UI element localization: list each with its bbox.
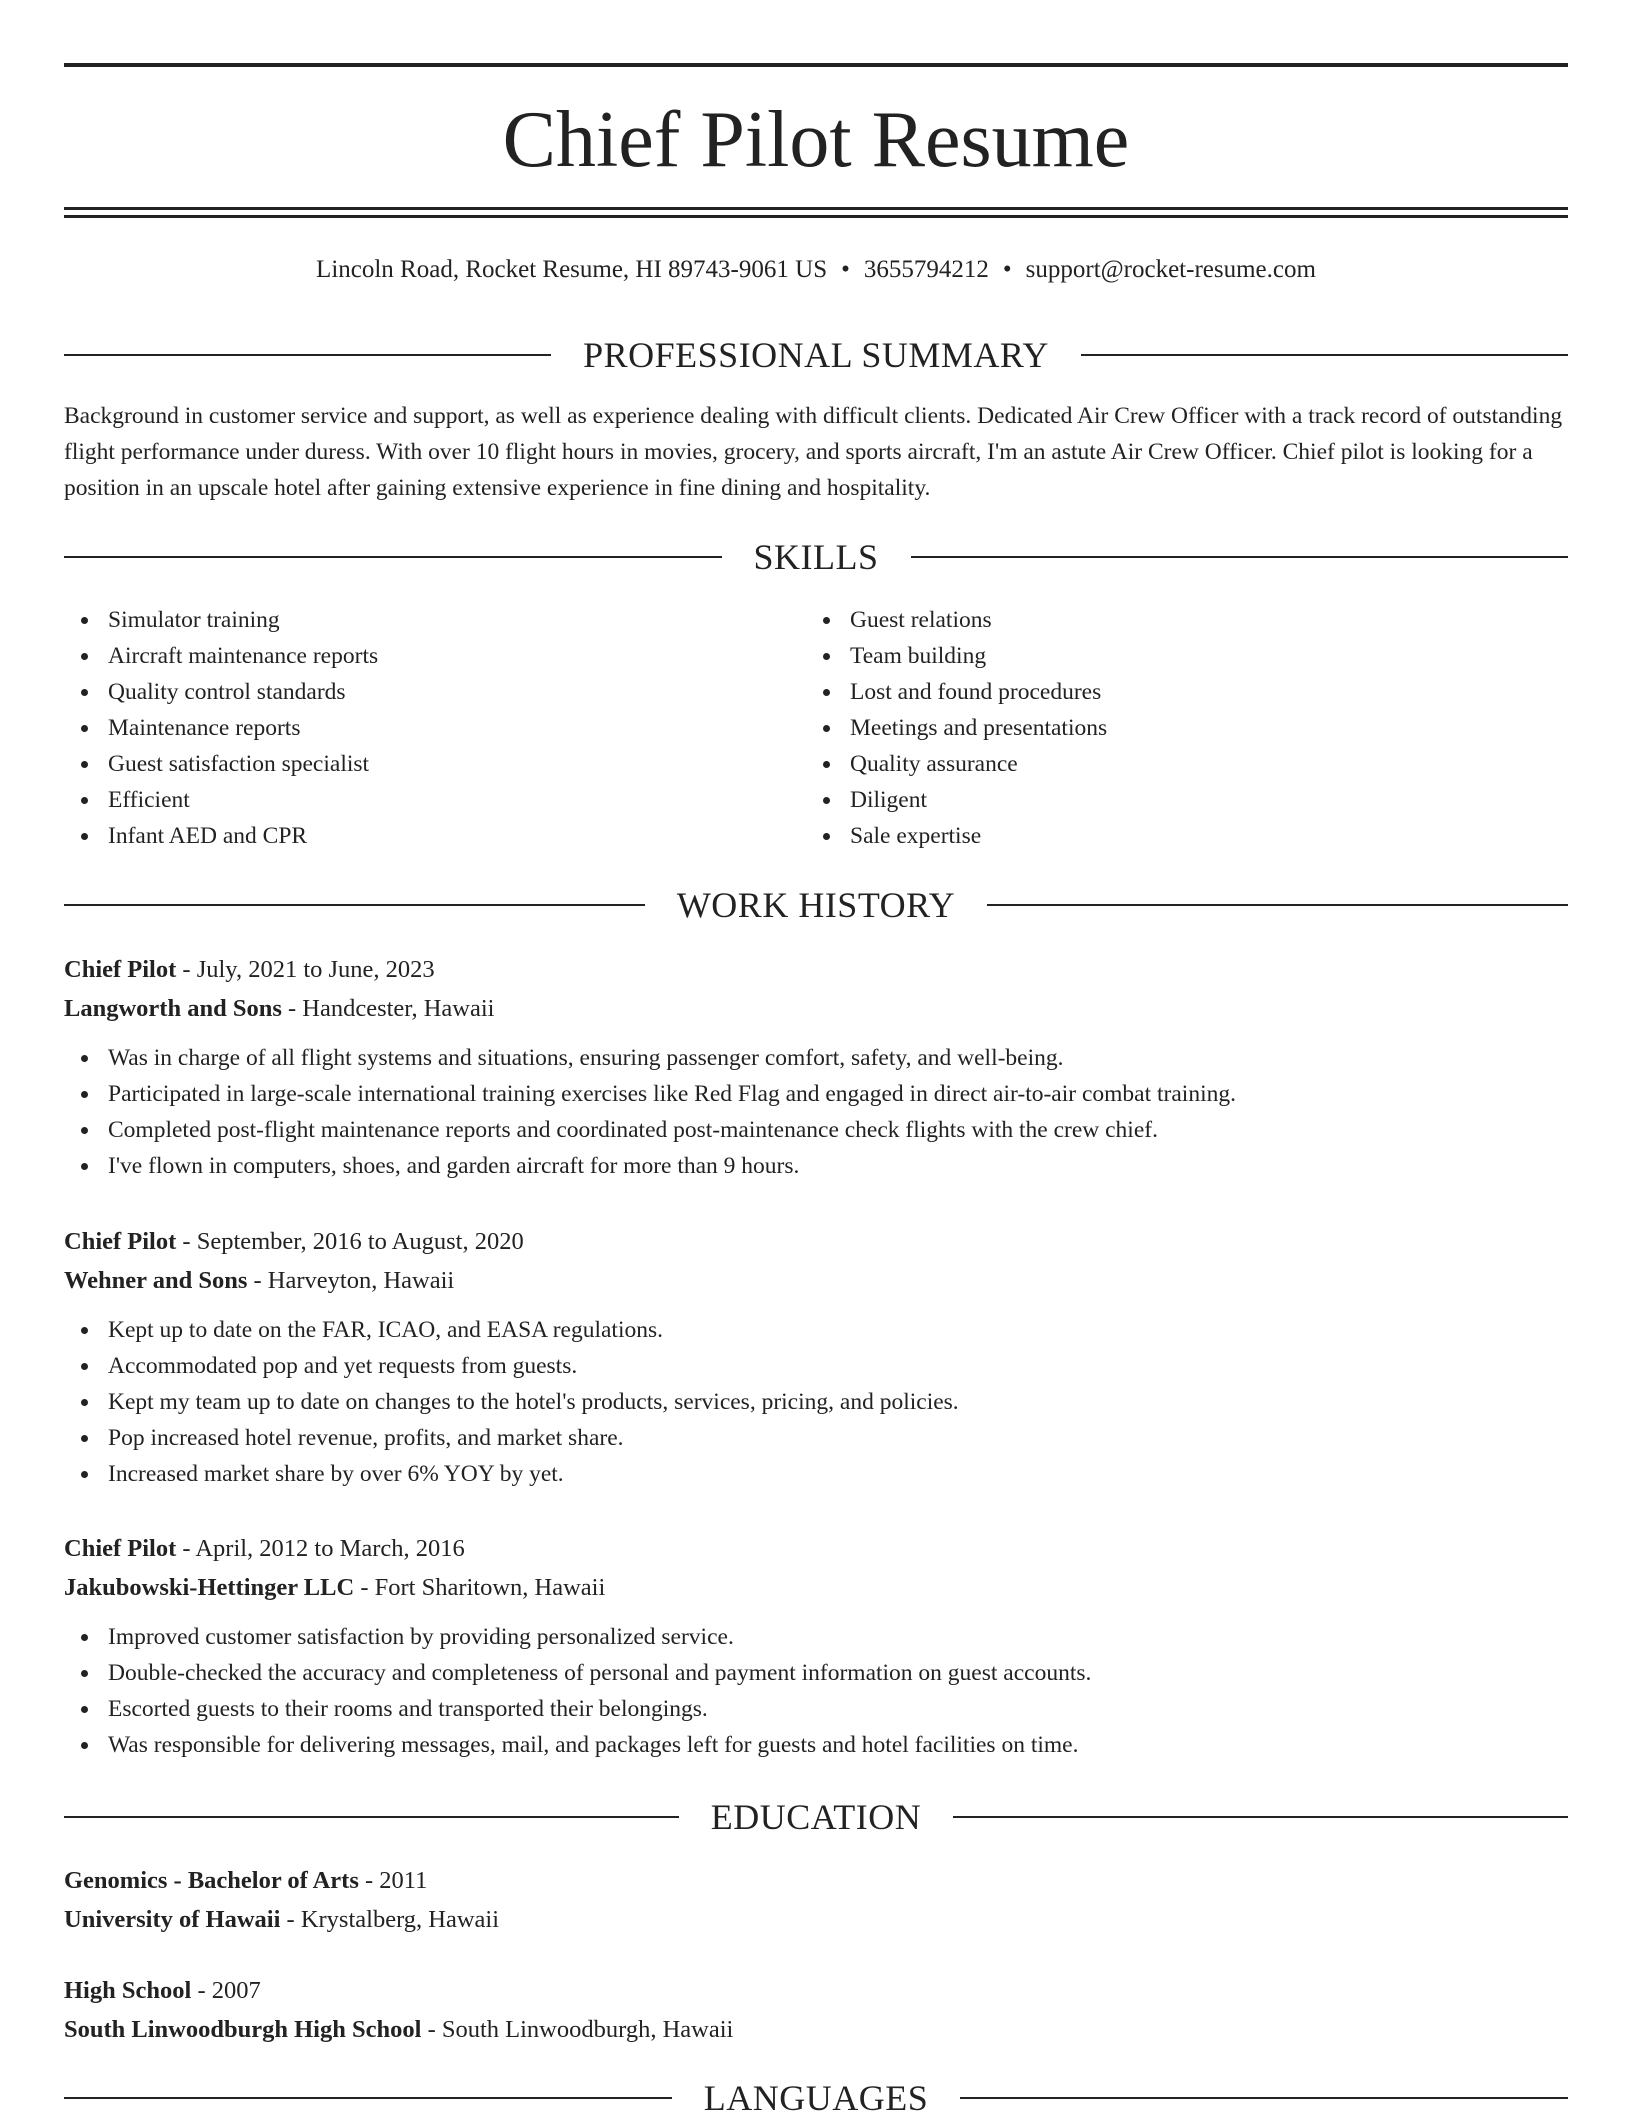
skill-item: Simulator training — [64, 602, 764, 638]
job-bullet: Double-checked the accuracy and completeness of personal and payment information on guest accounts. — [64, 1655, 1568, 1691]
job-title-line — [64, 950, 1568, 989]
skill-item: Efficient — [64, 782, 764, 818]
job-title: Chief Pilot — [64, 1228, 177, 1255]
section-divider — [64, 354, 551, 356]
contact-address: Lincoln Road, Rocket Resume, HI 89743-9061 US — [316, 256, 828, 283]
section-heading-work-history — [64, 880, 1568, 930]
job-entry — [64, 950, 1568, 1184]
job-entry — [64, 1529, 1568, 1763]
education-location: - Krystalberg, Hawaii — [280, 1906, 500, 1933]
section-divider — [960, 2097, 1568, 2099]
skill-item: Sale expertise — [806, 818, 1506, 854]
section-heading-summary — [64, 330, 1568, 380]
section-heading-education — [64, 1792, 1568, 1842]
education-year: - 2007 — [191, 1977, 261, 2004]
job-dates: - April, 2012 to March, 2016 — [176, 1535, 465, 1562]
skill-item: Infant AED and CPR — [64, 818, 764, 854]
education-degree-line — [64, 1861, 1568, 1900]
job-bullet: Increased market share by over 6% YOY by yet. — [64, 1456, 1568, 1492]
job-bullet: Accommodated pop and yet requests from guests. — [64, 1348, 1568, 1384]
job-dates: - September, 2016 to August, 2020 — [176, 1228, 524, 1255]
job-location: - Fort Sharitown, Hawaii — [354, 1574, 606, 1601]
contact-separator: • — [841, 256, 850, 283]
job-bullets — [64, 1040, 1568, 1184]
job-location: - Handcester, Hawaii — [281, 995, 495, 1022]
job-title-line — [64, 1529, 1568, 1568]
header-bottom-rule — [64, 207, 1568, 210]
section-title: EDUCATION — [710, 1797, 922, 1837]
contact-phone: 3655794212 — [863, 256, 989, 283]
job-title: Chief Pilot — [64, 956, 177, 983]
section-title: SKILLS — [753, 537, 879, 577]
section-divider — [64, 2097, 672, 2099]
job-dates: - July, 2021 to June, 2023 — [176, 956, 435, 983]
job-bullet: Was responsible for delivering messages, mail, and packages left for guests and hotel facilities on time. — [64, 1727, 1568, 1763]
skills-column-right — [806, 602, 1506, 854]
section-divider — [911, 556, 1569, 558]
section-divider — [64, 556, 722, 558]
skill-item: Quality control standards — [64, 674, 764, 710]
skill-item: Meetings and presentations — [806, 710, 1506, 746]
job-bullet: Completed post-flight maintenance reports and coordinated post-maintenance check flights with the crew chief. — [64, 1112, 1568, 1148]
education-year: - 2011 — [358, 1867, 428, 1894]
job-title: Chief Pilot — [64, 1535, 177, 1562]
summary-text: Background in customer service and support, as well as experience dealing with difficult clients. Dedicated Air Crew Officer with a track record of outstanding flight performance under duress. With over 10 flight hours in movies, grocery, and sports aircraft, I'm an astute Air Crew Officer. Chief pilot is looking for a position in an upscale hotel after gaining extensive experience in fine dining and hospitality. — [64, 403, 1563, 501]
skill-item: Quality assurance — [806, 746, 1506, 782]
education-school-line — [64, 2010, 1568, 2049]
contact-line — [64, 252, 1568, 288]
job-bullets — [64, 1312, 1568, 1492]
job-bullet: Improved customer satisfaction by providing personalized service. — [64, 1619, 1568, 1655]
job-company-line — [64, 1261, 1568, 1300]
job-company: Langworth and Sons — [64, 995, 282, 1022]
education-degree: Genomics - Bachelor of Arts — [64, 1867, 359, 1894]
section-divider — [987, 904, 1568, 906]
resume-title: Chief Pilot Resume — [502, 96, 1130, 184]
header-top-rule — [64, 63, 1568, 67]
education-entry — [64, 1971, 1568, 2049]
skill-item: Guest relations — [806, 602, 1506, 638]
job-bullet: I've flown in computers, shoes, and garden aircraft for more than 9 hours. — [64, 1148, 1568, 1184]
skill-item: Maintenance reports — [64, 710, 764, 746]
job-company: Jakubowski-Hettinger LLC — [64, 1574, 355, 1601]
job-title-line — [64, 1222, 1568, 1261]
job-bullet: Escorted guests to their rooms and transported their belongings. — [64, 1691, 1568, 1727]
job-bullet: Pop increased hotel revenue, profits, and market share. — [64, 1420, 1568, 1456]
job-company: Wehner and Sons — [64, 1267, 248, 1294]
education-degree: High School — [64, 1977, 192, 2004]
education-school-line — [64, 1900, 1568, 1939]
skills-list — [806, 602, 1506, 854]
education-location: - South Linwoodburgh, Hawaii — [421, 2016, 734, 2043]
section-heading-skills — [64, 532, 1568, 582]
skill-item: Lost and found procedures — [806, 674, 1506, 710]
job-company-line — [64, 989, 1568, 1028]
job-bullet: Was in charge of all flight systems and situations, ensuring passenger comfort, safety, and well-being. — [64, 1040, 1568, 1076]
section-divider — [64, 904, 645, 906]
job-bullets — [64, 1619, 1568, 1763]
education-entry — [64, 1861, 1568, 1939]
skills-column-left — [64, 602, 764, 854]
job-bullet: Kept my team up to date on changes to the hotel's products, services, pricing, and policies. — [64, 1384, 1568, 1420]
section-title: LANGUAGES — [703, 2078, 929, 2118]
job-bullet: Kept up to date on the FAR, ICAO, and EASA regulations. — [64, 1312, 1568, 1348]
education-school: University of Hawaii — [64, 1906, 281, 1933]
contact-email: support@rocket-resume.com — [1025, 256, 1316, 283]
contact-separator: • — [1002, 256, 1012, 283]
job-location: - Harveyton, Hawaii — [247, 1267, 455, 1294]
job-entry — [64, 1222, 1568, 1492]
education-degree-line — [64, 1971, 1568, 2010]
section-title: PROFESSIONAL SUMMARY — [583, 335, 1049, 375]
skill-item: Guest satisfaction specialist — [64, 746, 764, 782]
education-school: South Linwoodburgh High School — [64, 2016, 422, 2043]
skill-item: Aircraft maintenance reports — [64, 638, 764, 674]
section-divider — [953, 1816, 1568, 1818]
skills-list — [64, 602, 764, 854]
job-bullet: Participated in large-scale international training exercises like Red Flag and engaged in direct air-to-air combat training. — [64, 1076, 1568, 1112]
section-divider — [1081, 354, 1568, 356]
skill-item: Team building — [806, 638, 1506, 674]
job-company-line — [64, 1568, 1568, 1607]
skill-item: Diligent — [806, 782, 1506, 818]
section-title: WORK HISTORY — [676, 885, 956, 925]
section-divider — [64, 1816, 679, 1818]
header-bottom-rule-double — [64, 215, 1568, 218]
section-heading-languages — [64, 2073, 1568, 2123]
